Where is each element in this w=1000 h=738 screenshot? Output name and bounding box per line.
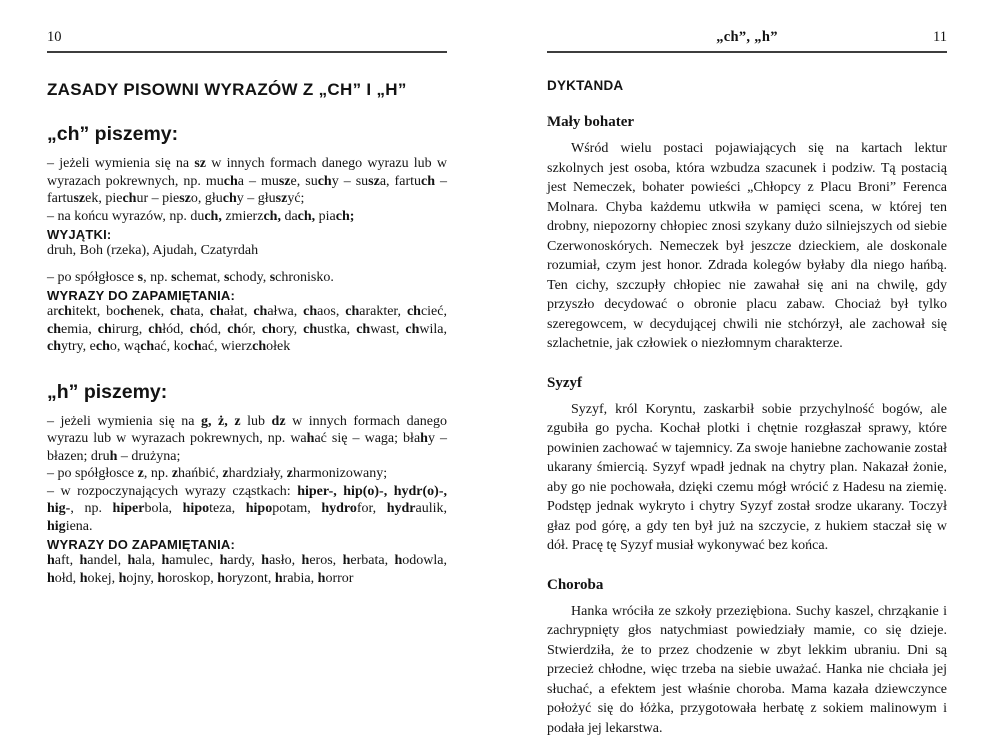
running-head-left bbox=[47, 28, 447, 53]
page-number-left: 10 bbox=[47, 29, 62, 46]
remember-label-ch: WYRAZY DO ZAPAMIĘTANIA: bbox=[47, 288, 447, 303]
dictations-heading: DYKTANDA bbox=[547, 78, 947, 93]
running-head-right bbox=[547, 28, 947, 53]
remember-label-h: WYRAZY DO ZAPAMIĘTANIA: bbox=[47, 537, 447, 552]
section-heading-ch: „ch” piszemy: bbox=[47, 123, 447, 146]
remember-words-h: haft, handel, hala, hamulec, hardy, hasło, heros, herbata, hodowla, hołd, hokej, hojny, horoskop, horyzont, hrabia, horror bbox=[47, 552, 447, 587]
page-number-right: 11 bbox=[933, 29, 947, 46]
exceptions-list: druh, Boh (rzeka), Ajudah, Czatyrdah bbox=[47, 242, 447, 260]
dictation-text-maly-bohater: Wśród wielu postaci pojawiających się na kartach lektur szkolnych jest osoba, która wzbudza szacunek i podziw. Tą postacią jest Nemeczek, bohater powieści „Chłopcy z Placu Broni” Ferenca Molnara. Chyba każdemu utkwiła w pamięci scena, w której ten drobny, niepozorny chłopiec znosi szykany dużo silniejszych od siebie Czerwonoskórych. Nemeczek był jeszcze dzieckiem, ale doskonale rozumiał, czym jest honor. Zdrada kolegów byłaby dla niego hańbą. Ten cichy, szczupły chłopiec nie zawahał się ani na chwilę, gdy przyszło decydować o obronie placu zabaw. Chociaż był tylko szeregowcem, w decydującej chwili nie stchórzył, ale zachował się szlachetnie, jak człowiek o niezłomnym charakterze. bbox=[547, 139, 947, 354]
rule-h-exchange: – jeżeli wymienia się na g, ż, z lub dz w innych formach danego wyrazu lub w wyrazach pokrewnych, np. wahać się – waga; błahy – błazen; druh – drużyna; bbox=[47, 413, 447, 466]
section-heading-h: „h” piszemy: bbox=[47, 381, 447, 404]
dictation-title-choroba: Choroba bbox=[547, 577, 947, 594]
exceptions-label: WYJĄTKI: bbox=[47, 227, 447, 242]
page-right bbox=[500, 0, 1000, 712]
chapter-title: ZASADY PISOWNI WYRAZÓW Z „CH” I „H” bbox=[47, 80, 447, 100]
rule-h-after-z: – po spółgłosce z, np. zhańbić, zhardziały, zharmonizowany; bbox=[47, 465, 447, 483]
rule-h-prefixes: – w rozpoczynających wyrazy cząstkach: hiper-, hip(o)-, hydr(o)-, hig-, np. hiperbola, hipoteza, hipopotam, hydrofor, hydraulik, higiena. bbox=[47, 483, 447, 536]
dictation-text-syzyf: Syzyf, król Koryntu, zaskarbił sobie przychylność bogów, ale zgubiła go pycha. Kochał plotki i chętnie rozgłaszał sprawy, które powinien zachować w tajemnicy. Za swoje haniebne zachowanie został ukarany śmiercią. Syzyf wpadł jednak na chytry plan. Nakazał żonie, aby go nie pochowała, dzięki czemu mógł wrócić z Hadesu na ziemię. Podstęp jednak wykryto i chytry Syzyf został srodze ukarany. Toczył głaz pod górę, a gdy ten był już na szczycie, z hukiem staczał się w dół. Pracę tę Syzyf musiał wykonywać bez końca. bbox=[547, 400, 947, 556]
rule-ch-after-s: – po spółgłosce s, np. schemat, schody, schronisko. bbox=[47, 269, 447, 287]
running-title: „ch”, „h” bbox=[547, 29, 947, 46]
dictation-title-syzyf: Syzyf bbox=[547, 375, 947, 392]
remember-words-ch: architekt, bochenek, chata, chałat, chałwa, chaos, charakter, chcieć, chemia, chirurg, chłód, chód, chór, chory, chustka, chwast, chwila, chytry, echo, wąchać, kochać, wierzchołek bbox=[47, 303, 447, 356]
rule-ch-word-end: – na końcu wyrazów, np. duch, zmierzch, dach, piach; bbox=[47, 208, 447, 226]
rule-ch-exchange: – jeżeli wymienia się na sz w innych formach danego wyrazu lub w wyrazach pokrewnych, np. mucha – musze, suchy – susza, fartuch – fartuszek, piechur – pieszo, głuchy – głuszyć; bbox=[47, 155, 447, 208]
dictation-title-maly-bohater: Mały bohater bbox=[547, 114, 947, 131]
dictation-text-choroba: Hanka wróciła ze szkoły przeziębiona. Suchy kaszel, chrząkanie i zachrypnięty głos natychmiast powiedziały mamie, co się dzieje. Stwierdziła, że to przez chodzenie w zbyt lekkim ubraniu. Dni są przecież chłodne, więc trzeba na siebie uważać. Hanka nie chciała jej słuchać, a efektem jest właśnie choroba. Mama kazała dziewczynce położyć się do łóżka, przygotowała herbatę z sokiem malinowym i podała jej lekarstwa. bbox=[547, 602, 947, 738]
page-left bbox=[0, 0, 500, 712]
